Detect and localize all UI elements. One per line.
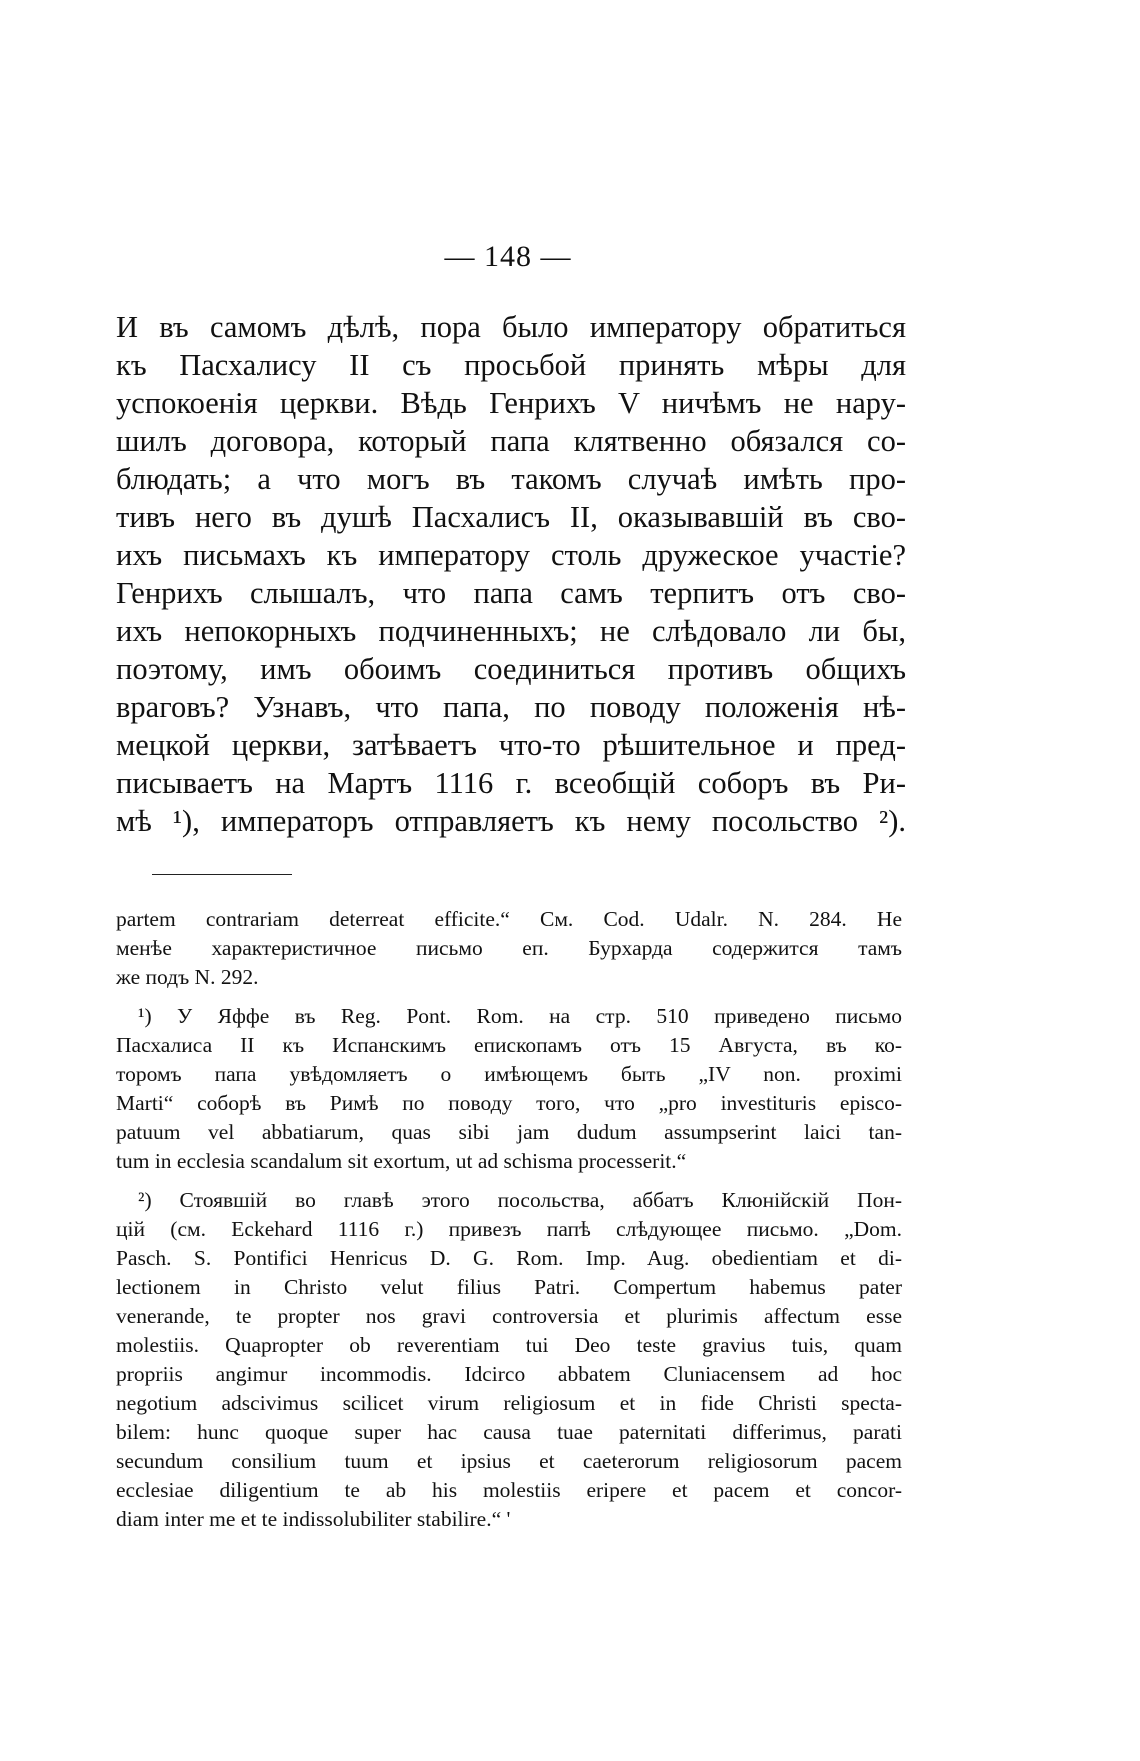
footnote-line: Pasch. S. Pontifici Henricus D. G. Rom. Imp. Aug. obedientiam et di- bbox=[116, 1246, 902, 1270]
footnote-line: Marti“ соборѣ въ Римѣ по поводу того, что „pro investituris episco- bbox=[116, 1091, 902, 1115]
footnote-line: Пасхалиса II къ Испанскимъ епископамъ отъ 15 Августа, въ ко- bbox=[116, 1033, 902, 1057]
footnote-line: ¹) У Яффе въ Reg. Pont. Rom. на стр. 510 приведено письмо bbox=[138, 1004, 902, 1028]
footnote-line: tum in ecclesia scandalum sit exortum, ut ad schisma processerit.“ bbox=[116, 1149, 687, 1173]
footnote-2 bbox=[116, 1186, 902, 1534]
main-text-line: блюдать; а что могъ въ такомъ случаѣ имѣть про- bbox=[116, 462, 906, 496]
footnote-line: цій (см. Eckehard 1116 г.) привезъ папѣ слѣдующее письмо. „Dom. bbox=[116, 1217, 902, 1241]
main-text-line: Генрихъ слышалъ, что папа самъ терпитъ отъ сво- bbox=[116, 576, 906, 610]
main-text-line: ихъ письмахъ къ императору столь дружеское участіе? bbox=[116, 538, 906, 572]
footnote-line: negotium adscivimus scilicet virum religiosum et in fide Christi specta- bbox=[116, 1391, 902, 1415]
footnote-1 bbox=[116, 1002, 902, 1176]
main-text-line: писываетъ на Мартъ 1116 г. всеобщій соборъ въ Ри- bbox=[116, 766, 906, 800]
main-text-line: враговъ? Узнавъ, что папа, по поводу положенія нѣ- bbox=[116, 690, 906, 724]
main-text-line: успокоенія церкви. Вѣдь Генрихъ V ничѣмъ не нару- bbox=[116, 386, 906, 420]
footnote-line: diam inter me et te indissolubiliter stabilire.“ ' bbox=[116, 1507, 511, 1531]
footnote-line: же подъ N. 292. bbox=[116, 965, 259, 989]
main-text-line: шилъ договора, который папа клятвенно обязался со- bbox=[116, 424, 906, 458]
footnote-line: торомъ папа увѣдомляетъ о имѣющемъ быть „IV non. proximi bbox=[116, 1062, 902, 1086]
footnote-line: molestiis. Quapropter ob reverentiam tui Deo teste gravius tuis, quam bbox=[116, 1333, 902, 1357]
footnote-line: secundum consilium tuum et ipsius et caeterorum religiosorum pacem bbox=[116, 1449, 902, 1473]
footnote-line: propriis angimur incommodis. Idcirco abbatem Cluniacensem ad hoc bbox=[116, 1362, 902, 1386]
footnote-line: ²) Стоявшій во главѣ этого посольства, аббатъ Клюнійскій Пон- bbox=[138, 1188, 902, 1212]
footnote-line: partem contrariam deterreat efficite.“ См. Cod. Udalr. N. 284. Не bbox=[116, 907, 902, 931]
footnote-line: менѣе характеристичное письмо еп. Бурхарда содержится тамъ bbox=[116, 936, 902, 960]
main-text-line: ихъ непокорныхъ подчиненныхъ; не слѣдовало ли бы, bbox=[116, 614, 906, 648]
main-text bbox=[116, 308, 906, 840]
main-text-line: тивъ него въ душѣ Пасхалисъ II, оказывавшій въ сво- bbox=[116, 500, 906, 534]
footnote-line: patuum vel abbatiarum, quas sibi jam dudum assumpserint laici tan- bbox=[116, 1120, 902, 1144]
main-text-line: мѣ ¹), императоръ отправляетъ къ нему посольство ²). bbox=[116, 804, 906, 838]
main-text-line: къ Пасхалису II съ просьбой принять мѣры для bbox=[116, 348, 906, 382]
footnote-divider bbox=[152, 874, 292, 875]
footnotes bbox=[116, 905, 902, 1534]
main-text-line: мецкой церкви, затѣваетъ что-то рѣшительное и пред- bbox=[116, 728, 906, 762]
main-text-line: И въ самомъ дѣлѣ, пора было императору обратиться bbox=[116, 310, 906, 344]
footnote-line: ecclesiae diligentium te ab his molestiis eripere et pacem et concor- bbox=[116, 1478, 902, 1502]
page-number: — 148 — bbox=[444, 240, 572, 273]
footnote-line: venerande, te propter nos gravi controversia et plurimis affectum esse bbox=[116, 1304, 902, 1328]
footnote-line: bilem: hunc quoque super hac causa tuae paternitati differimus, parati bbox=[116, 1420, 902, 1444]
footnote-continuation bbox=[116, 905, 902, 992]
footnote-line: lectionem in Christo velut filius Patri. Compertum habemus pater bbox=[116, 1275, 902, 1299]
main-text-line: поэтому, имъ обоимъ соединиться противъ общихъ bbox=[116, 652, 906, 686]
